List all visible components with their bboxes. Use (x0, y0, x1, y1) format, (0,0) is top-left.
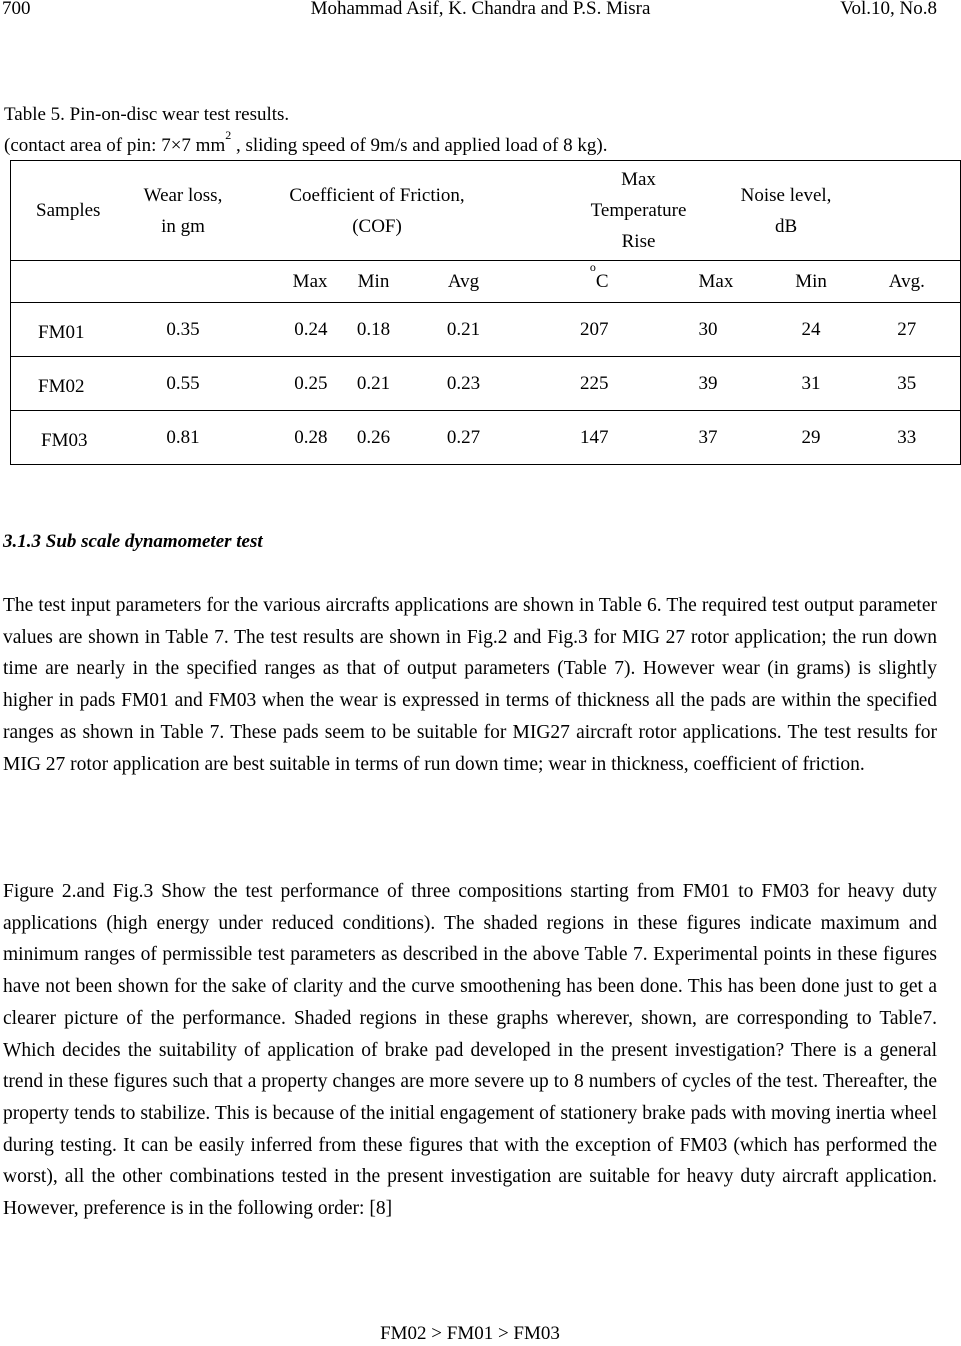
table-row (11, 303, 961, 357)
wear-test-table (10, 160, 961, 465)
subheader-noise-max: Max (698, 271, 734, 292)
table-header-row (11, 161, 961, 261)
cell-noise-avg: 33 (897, 426, 917, 448)
table-subheader-row (11, 261, 961, 303)
subheader-noise-avg: Avg. (888, 271, 925, 292)
cell-noise-max: 30 (698, 318, 718, 340)
cell-cof-avg: 0.21 (446, 318, 481, 340)
cell-cof-min: 0.18 (356, 318, 391, 340)
cell-noise-max: 37 (698, 426, 718, 448)
body-paragraph: Figure 2.and Fig.3 Show the test performance of three compositions starting from FM01 to FM03 for heavy duty applications (high energy under reduced conditions). The shaded regions in these figures indicate maximum and minimum ranges of permissible test parameters as described in the above Table 7. Experimental points in these figures have not been shown for the sake of clarity and the curve smoothening has been done. This has been done just to get a clearer picture of the performance. Shaded regions in these graphs wherever, shown, are corresponding to Table7. Which decides the suitability of application of brake pad developed in the present investigation? There is a general trend in these figures such that a property changes are more severe up to 8 numbers of cycles of the test. Thereafter, the property tends to stabilize. This is because of the initial engagement of stationery brake pads with moving inertia wheel during testing. It can be easily inferred from these figures that with the exception of FM03 (which has performed the worst), all the other combinations tested in the present investigation are suitable for heavy duty aircraft application. However, preference is in the following order: [8] (3, 881, 937, 1220)
cell-wear: 0.55 (166, 372, 200, 394)
running-header-authors: Mohammad Asif, K. Chandra and P.S. Misra (310, 0, 651, 19)
cell-cof-avg: 0.27 (446, 426, 481, 448)
cell-noise-min: 29 (801, 426, 821, 448)
cell-cof-max: 0.24 (294, 318, 328, 340)
cell-sample: FM03 (41, 429, 88, 451)
cell-cof-avg: 0.23 (446, 372, 481, 394)
cell-noise-avg: 35 (897, 372, 917, 394)
cell-cof-min: 0.26 (356, 426, 391, 448)
cell-noise-max: 39 (698, 372, 718, 394)
cell-temp: 207 (580, 318, 609, 340)
cell-temp: 147 (580, 426, 609, 448)
cell-wear: 0.81 (166, 426, 200, 448)
subheader-temp-unit: $^o$C (589, 260, 609, 292)
cell-cof-max: 0.28 (294, 426, 328, 448)
cell-noise-avg: 27 (897, 318, 917, 340)
table-row (11, 357, 961, 411)
table-row (11, 411, 961, 465)
header-cof: Coefficient of Friction, (COF) (289, 184, 465, 237)
cell-sample: FM02 (38, 375, 85, 397)
subheader-noise-min: Min (795, 271, 827, 292)
preference-order: FM02 > FM01 > FM03 (380, 1323, 560, 1344)
running-header-volume: Vol.10, No.8 (840, 0, 937, 19)
cell-temp: 225 (580, 372, 609, 394)
subheader-cof-min: Min (357, 271, 390, 292)
header-max-temp: Max Temperature Rise (590, 169, 687, 252)
table-caption-conditions: (contact area of pin: 7×7 $mm^2$ , sliding speed of 9m/s and applied load of 8 kg). (4, 128, 608, 156)
header-samples: Samples (36, 200, 101, 221)
header-noise-level: Noise level, dB (740, 184, 832, 237)
page-number: 700 (2, 0, 31, 19)
subheader-cof-max: Max (292, 271, 328, 292)
header-wear-loss: Wear loss, in gm (143, 184, 223, 237)
subheader-cof-avg: Avg (447, 271, 480, 292)
section-heading: 3.1.3 Sub scale dynamometer test (3, 531, 263, 552)
cell-sample: FM01 (38, 321, 85, 343)
table-caption: Table 5. Pin-on-disc wear test results. (4, 104, 290, 125)
cell-cof-max: 0.25 (294, 372, 328, 394)
cell-cof-min: 0.21 (356, 372, 391, 394)
cell-noise-min: 31 (801, 372, 821, 394)
cell-wear: 0.35 (166, 318, 200, 340)
cell-noise-min: 24 (801, 318, 821, 340)
body-paragraph: The test input parameters for the various aircrafts applications are shown in Table 6. The required test output parameter values are shown in Table 7. The test results are shown in Fig.2 and Fig.3 for MIG 27 rotor application; the run down time are nearly in the specified ranges as that of output parameters (Table 7). However wear (in grams) is slightly higher in pads FM01 and FM03 when the wear is expressed in terms of thickness all the pads are within the specified ranges as shown in Table 7. These pads seem to be suitable for MIG27 aircraft rotor applications. The test results for MIG 27 rotor application are best suitable in terms of run down time; wear in thickness, coefficient of friction. (3, 595, 937, 775)
